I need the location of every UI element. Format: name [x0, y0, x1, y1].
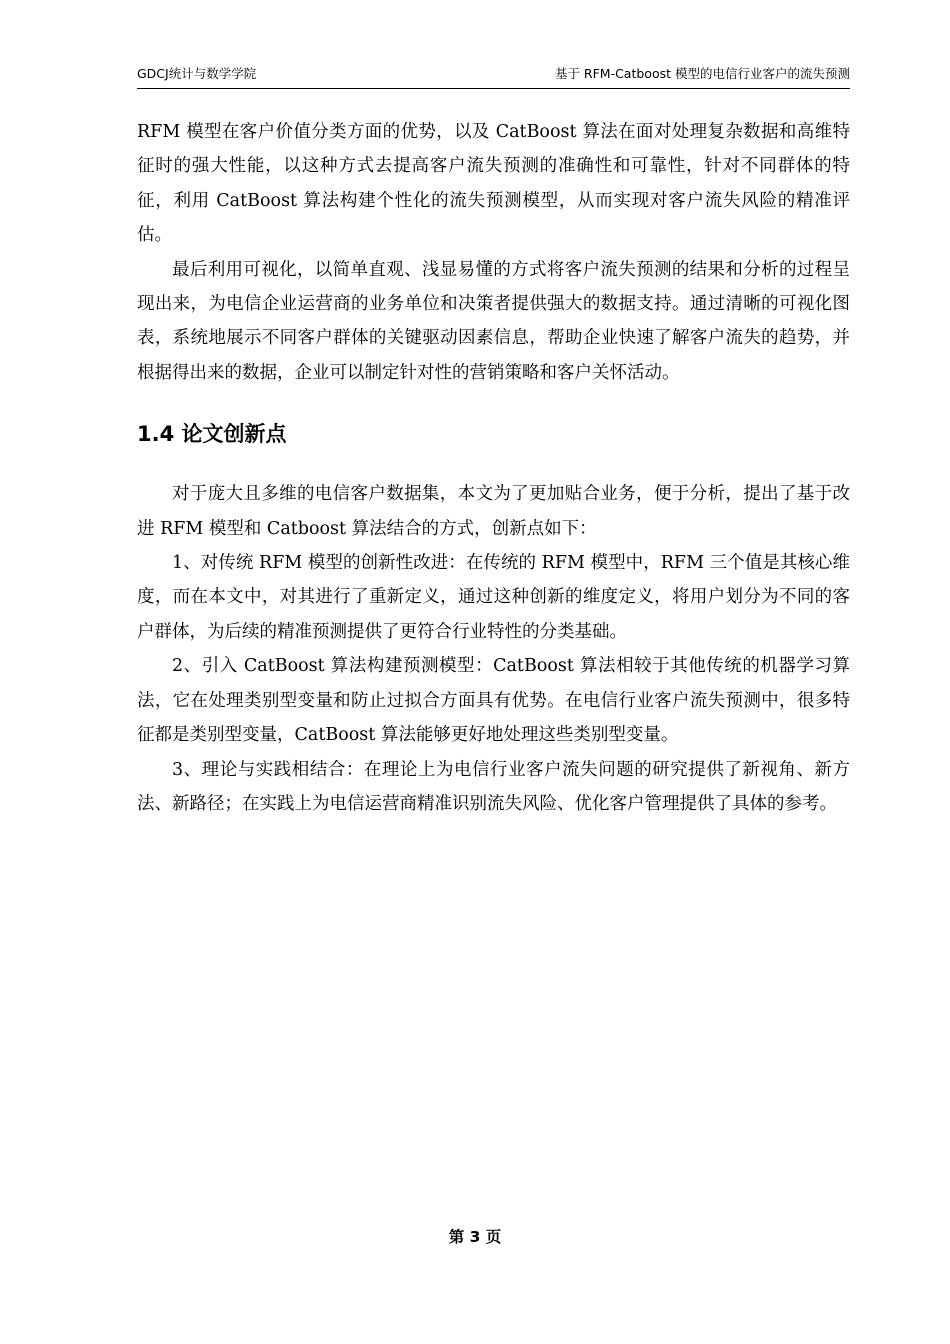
paragraph-visualization: 最后利用可视化，以简单直观、浅显易懂的方式将客户流失预测的结果和分析的过程呈现出来，为电信企业运营商的业务单位和决策者提供强大的数据支持。通过清晰的可视化图表，系统地展示不同客户群体的关键驱动因素信息，帮助企业快速了解客户流失的趋势，并根据得出来的数据，企业可以制定针对性的营销策略和客户关怀活动。: [137, 259, 850, 383]
header-divider: [137, 88, 850, 89]
page-number: 第 3 页: [448, 1228, 502, 1246]
page-body: [137, 115, 850, 821]
page-header: [137, 64, 850, 84]
paragraph-innovation-2: 2、引入 CatBoost 算法构建预测模型：CatBoost 算法相较于其他传统的机器学习算法，它在处理类别型变量和防止过拟合方面具有优势。在电信行业客户流失预测中，很多特征都是类别型变量，CatBoost 算法能够更好地处理这些类别型变量。: [137, 656, 850, 746]
header-paper-title: 基于 RFM-Catboost 模型的电信行业客户的流失预测: [554, 66, 850, 81]
paragraph-intro: 对于庞大且多维的电信客户数据集，本文为了更加贴合业务，便于分析，提出了基于改进 RFM 模型和 Catboost 算法结合的方式，创新点如下：: [137, 484, 850, 539]
header-institution: GDCJ统计与数学学院: [137, 66, 257, 81]
section-heading: 1.4 论文创新点: [137, 422, 287, 447]
paragraph-continued: RFM 模型在客户价值分类方面的优势，以及 CatBoost 算法在面对处理复杂数据和高维特征时的强大性能，以这种方式去提高客户流失预测的准确性和可靠性，针对不同群体的特征，利用 CatBoost 算法构建个性化的流失预测模型，从而实现对客户流失风险的精准评估。: [137, 122, 850, 246]
paragraph-innovation-3: 3、理论与实践相结合：在理论上为电信行业客户流失问题的研究提供了新视角、新方法、新路径；在实践上为电信运营商精准识别流失风险、优化客户管理提供了具体的参考。: [137, 759, 850, 814]
paragraph-innovation-1: 1、对传统 RFM 模型的创新性改进：在传统的 RFM 模型中，RFM 三个值是其核心维度，而在本文中，对其进行了重新定义，通过这种创新的维度定义，将用户划分为不同的客户群体，为后续的精准预测提供了更符合行业特性的分类基础。: [137, 553, 850, 642]
